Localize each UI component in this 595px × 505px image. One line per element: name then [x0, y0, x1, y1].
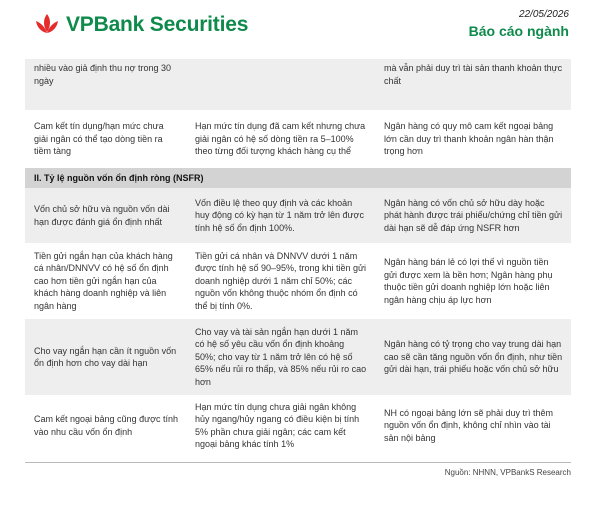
report-date: 22/05/2026 [518, 9, 569, 20]
table-row [25, 395, 571, 456]
table-cell: Tiền gửi ngắn hạn của khách hàng cá nhân/DNNVV có hệ số ổn định cao hơn tiền gửi ngắn hạn của khách hàng doanh nghiệp và liên ngân hàng [34, 250, 173, 311]
table-cell: NH có ngoại bảng lớn sẽ phải duy trì thêm nguồn vốn ổn định, không chỉ nhìn vào tài sản nội bảng [384, 407, 553, 443]
table-cell: Cho vay ngắn hạn cần ít nguồn vốn ổn định hơn cho vay dài hạn [34, 345, 177, 368]
table-row [25, 110, 571, 168]
table-cell: Cam kết ngoại bảng cũng được tính vào nhu cầu vốn ổn định [34, 414, 179, 437]
table-cell: Ngân hàng có quy mô cam kết ngoại bảng lớn cần duy trì thanh khoản ngân hàn thận trọng hơn [384, 121, 554, 157]
table-cell: Tiền gửi cá nhân và DNNVV dưới 1 năm được tính hệ số 90–95%, trong khi tiền gửi doanh nghiệp dưới 1 năm chỉ 50%; các nguồn vốn không thuộc nhóm ổn định có thể bị tính 0%. [195, 250, 367, 311]
footer-divider [25, 462, 571, 463]
table-cell: Hạn mức tín dụng chưa giải ngân không hủy ngang/hủy ngang có điều kiện bị tính 5% phần chưa giải ngân; các cam kết ngoại bảng khác tính 1% [195, 401, 360, 449]
table-cell: Cho vay và tài sản ngắn hạn dưới 1 năm có hệ số yêu cầu vốn ổn định khoảng 50%; cho vay từ 1 năm trở lên có hệ số 65% nếu rủi ro thấp, và 85% nếu rủi ro cao hơn [195, 326, 367, 387]
lotus-logo-icon [34, 13, 60, 37]
report-type: Báo cáo ngành [468, 23, 569, 39]
table-row [25, 59, 571, 110]
section-header-row [25, 168, 571, 188]
table-cell: Vốn chủ sở hữu và nguồn vốn dài hạn được đánh giá ổn định nhất [34, 204, 170, 227]
liquidity-table [25, 59, 571, 456]
table-row [25, 319, 571, 395]
table-cell: mà vẫn phải duy trì tài sản thanh khoản thực chất [384, 63, 563, 86]
table-row [25, 243, 571, 319]
table-cell [187, 59, 375, 110]
report-header [0, 0, 595, 52]
section-title: II. Tỷ lệ nguồn vốn ổn định ròng (NSFR) [34, 173, 204, 183]
brand-name: VPBank Securities [66, 13, 249, 36]
table-cell: Ngân hàng có vốn chủ sở hữu dày hoặc phát hành được trái phiếu/chứng chỉ tiền gửi dài hạn sẽ dễ đáp ứng NSFR hơn [384, 197, 563, 233]
table-cell: Ngân hàng có tỷ trọng cho vay trung dài hạn cao sẽ cần tăng nguồn vốn ổn định, như tiền gửi dài hạn, trái phiếu hoặc vốn chủ sở hữu [384, 339, 563, 375]
brand-logo [34, 13, 248, 37]
table-cell: Cam kết tín dụng/hạn mức chưa giải ngân có thể tạo dòng tiền ra tiềm tàng [34, 121, 164, 157]
table-cell: Vốn điều lệ theo quy định và các khoản huy động có kỳ hạn từ 1 năm trở lên được tính hệ số ổn định 100%. [195, 197, 364, 233]
table-cell: Hạn mức tín dụng đã cam kết nhưng chưa giải ngân có hệ số dòng tiền ra 5–100% theo từng đối tượng khách hàng cụ thể [195, 121, 366, 157]
source-note: Nguồn: NHNN, VPBankS Research [444, 468, 571, 477]
table-cell: Ngân hàng bán lẻ có lợi thế vì nguồn tiền gửi được xem là bền hơn; Ngân hàng phụ thuộc tiền gửi doanh nghiệp lớn hoặc liên ngân hàng chịu áp lực hơn [384, 257, 553, 305]
table-row [25, 188, 571, 243]
table-cell: nhiều vào giả định thu nợ trong 30 ngày [34, 63, 172, 86]
